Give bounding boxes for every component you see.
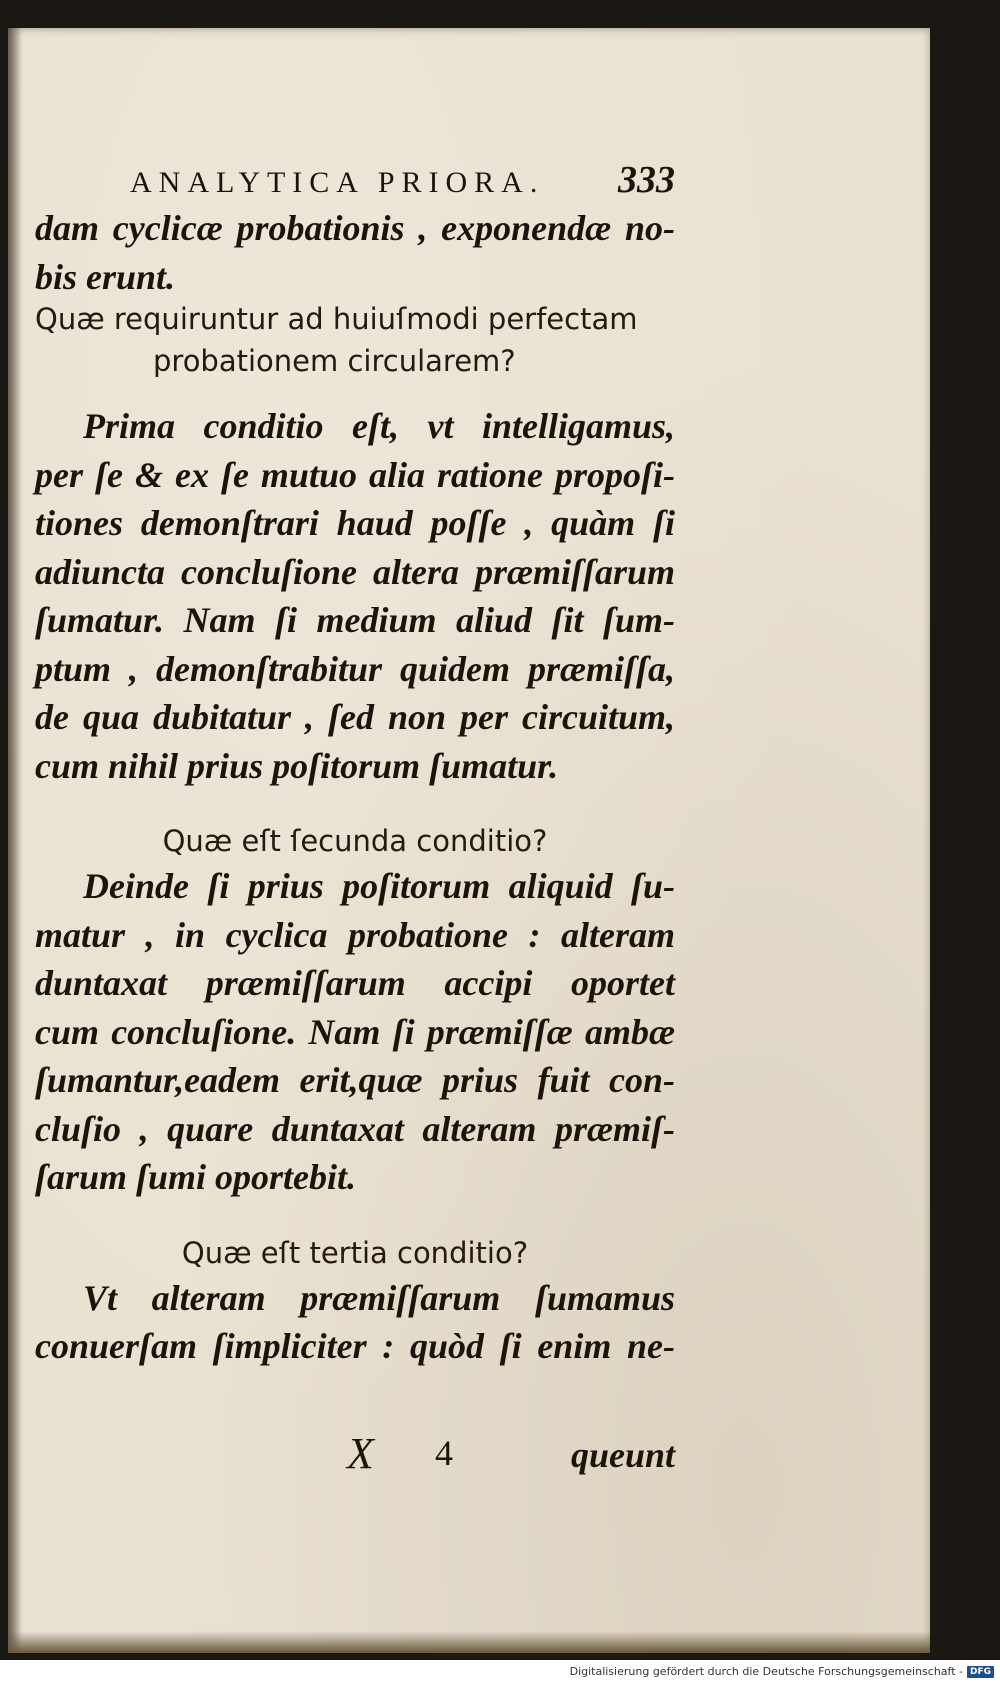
page-gutter <box>8 28 22 1653</box>
text-line: cluſio , quare duntaxat alteram præmiſ- <box>35 1108 675 1149</box>
question-line: probationem circularem? <box>153 344 516 378</box>
text-line: Prima conditio eſt, vt intelligamus, <box>83 406 675 446</box>
digitization-credit <box>570 1665 994 1678</box>
text-line: cum concluſione. Nam ſi præmiſſæ ambæ <box>35 1011 675 1052</box>
text-line: ſarum ſumi oportebit. <box>35 1157 357 1197</box>
text-line: dam cyclicæ probationis , exponendæ no- <box>35 208 675 248</box>
text-line: conuerſam ſimpliciter : quòd ſi enim ne- <box>35 1326 675 1366</box>
page-content <box>35 128 675 1478</box>
question-line: Quæ requiruntur ad huiuſmodi perfectam <box>35 302 638 336</box>
signature-mark: X <box>347 1429 374 1478</box>
text-line: adiuncta concluſione altera præmiſſarum <box>35 551 675 592</box>
page-footer <box>35 1428 675 1478</box>
text-line: cum nihil prius poſitorum ſumatur. <box>35 745 559 786</box>
text-line: Deinde ſi prius poſitorum aliquid ſu- <box>83 866 675 906</box>
dfg-logo: DFG <box>967 1666 994 1678</box>
question-line: Quæ eſt tertia conditio? <box>181 1235 529 1270</box>
text-line: matur , in cyclica probatione : alteram <box>35 914 675 955</box>
text-line: Vt alteram præmiſſarum ſumamus <box>83 1277 675 1318</box>
page-header <box>35 128 675 204</box>
question-2 <box>35 820 675 862</box>
catchword: queunt <box>570 1435 675 1475</box>
question-3 <box>35 1232 675 1274</box>
text-line: bis erunt. <box>35 256 176 297</box>
text-line: duntaxat præmiſſarum accipi oportet <box>35 963 675 1003</box>
text-line: de qua dubitatur , ſed non per circuitum, <box>35 697 675 737</box>
question-1 <box>35 298 675 382</box>
signature-number: 4 <box>435 1433 453 1473</box>
paragraph-2 <box>35 402 675 790</box>
text-line: tiones demonſtrari haud poſſe , quàm ſi <box>35 503 675 543</box>
credit-text: Digitalisierung gefördert durch die Deutsche Forschungsgemeinschaft - <box>569 1665 963 1678</box>
text-line: per ſe & ex ſe mutuo alia ratione propoſi- <box>35 454 675 495</box>
page-number: 333 <box>618 159 675 201</box>
paragraph-4 <box>35 1274 675 1371</box>
text-line: ptum , demonſtrabitur quidem præmiſſa, <box>35 648 675 689</box>
paragraph-3 <box>35 862 675 1202</box>
paragraph-1 <box>35 204 675 301</box>
question-line: Quæ eſt ſecunda conditio? <box>162 824 548 858</box>
text-line: ſumantur,eadem erit,quæ prius fuit con- <box>35 1060 675 1100</box>
book-page <box>8 28 930 1653</box>
running-head: ANALYTICA PRIORA. <box>130 166 545 199</box>
page-bottom-edge <box>8 1631 930 1653</box>
text-line: ſumatur. Nam ſi medium aliud ſit ſum- <box>35 600 675 640</box>
